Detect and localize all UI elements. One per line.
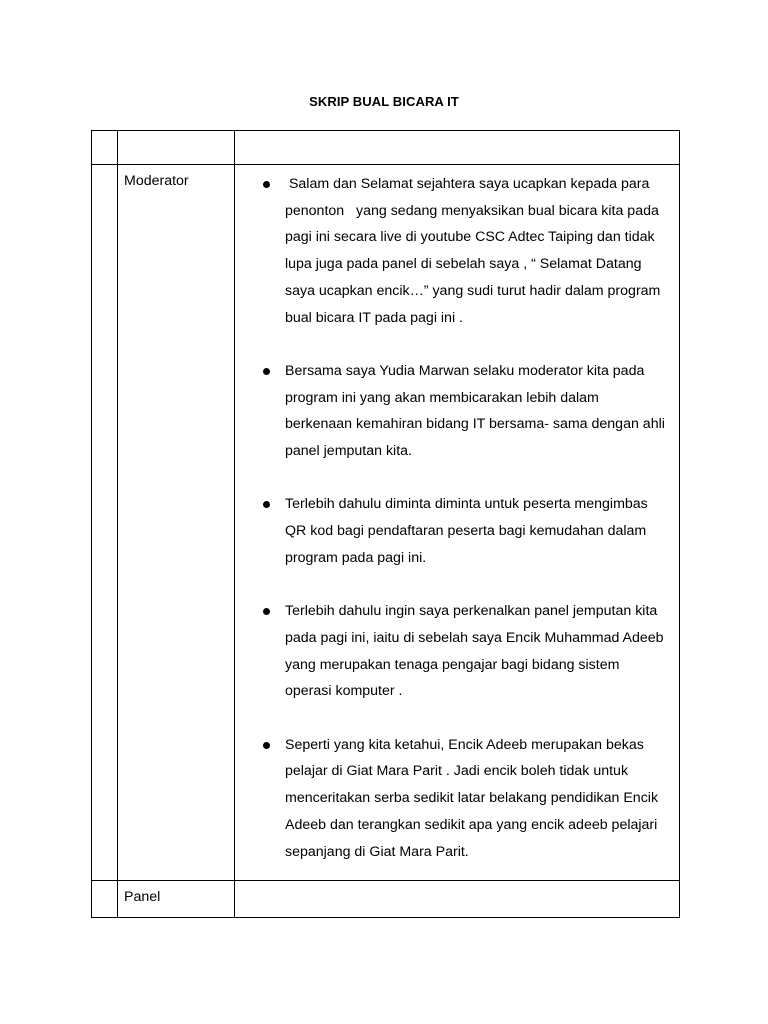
- list-item: [235, 491, 669, 571]
- script-table: [91, 130, 680, 918]
- list-item: [235, 358, 669, 465]
- list-item: [235, 732, 669, 866]
- list-item: [235, 171, 669, 331]
- moderator-points-list: [235, 165, 679, 865]
- point-text: Seperti yang kita ketahui, Encik Adeeb merupakan bekas pelajar di Giat Mara Parit . Jadi encik boleh tidak untuk menceritakan serba sedikit latar belakang pendidikan Encik Adeeb dan terangkan sedikit apa yang encik adeeb pelajari sepanjang di Giat Mara Parit.: [285, 736, 659, 860]
- content-cell-moderator: [235, 165, 680, 881]
- bullet-icon: [263, 501, 270, 508]
- point-text: Terlebih dahulu diminta diminta untuk peserta mengimbas QR kod bagi pendaftaran peserta bagi kemudahan dalam program pada pagi ini.: [285, 496, 648, 566]
- role-cell: [118, 131, 235, 165]
- table-row-panel: [92, 881, 680, 918]
- point-text: Salam dan Selamat sejahtera saya ucapkan kepada para penonton yang sedang menyaksikan bual bicara kita pada pagi ini secara live di youtube CSC Adtec Taiping dan tidak lupa juga pada panel di sebelah saya , “ Selamat Datang saya ucapkan encik…” yang sudi turut hadir dalam program bual bicara IT pada pagi ini .: [285, 176, 665, 326]
- row-number-cell: [92, 881, 118, 918]
- table-row-header: [92, 131, 680, 165]
- bullet-icon: [263, 181, 270, 188]
- row-number-cell: [92, 131, 118, 165]
- point-text: Terlebih dahulu ingin saya perkenalkan panel jemputan kita pada pagi ini, iaitu di sebelah saya Encik Muhammad Adeeb yang merupakan tenaga pengajar bagi bidang sistem operasi komputer .: [285, 603, 664, 700]
- bullet-icon: [263, 742, 270, 749]
- role-cell-moderator: Moderator: [118, 165, 235, 881]
- list-item: [235, 598, 669, 705]
- bullet-icon: [263, 608, 270, 615]
- row-number-cell: [92, 165, 118, 881]
- bullet-icon: [263, 368, 270, 375]
- content-cell-panel: [235, 881, 680, 918]
- table-row-moderator: [92, 165, 680, 881]
- role-cell-panel: Panel: [118, 881, 235, 918]
- content-cell: [235, 131, 680, 165]
- document-title: SKRIP BUAL BICARA IT: [309, 94, 459, 109]
- point-text: Bersama saya Yudia Marwan selaku moderator kita pada program ini yang akan membicarakan lebih dalam berkenaan kemahiran bidang IT bersama- sama dengan ahli panel jemputan kita.: [285, 362, 665, 460]
